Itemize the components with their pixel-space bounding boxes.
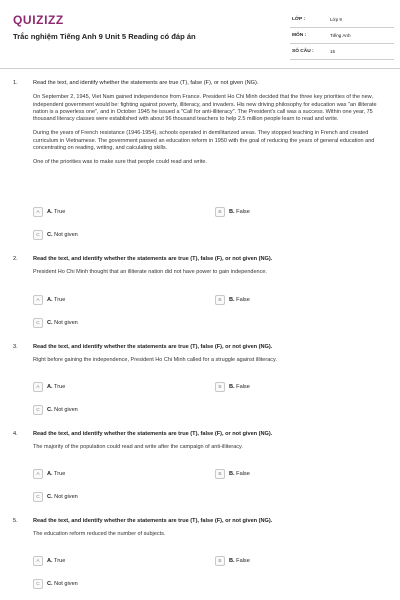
option-label: Not given: [54, 493, 78, 500]
meta-row-question-count: [290, 44, 394, 60]
question-instruction: Read the text, and identify whether the statements are true (T), false (F), or not given (NG).: [33, 80, 259, 86]
option-letter-box: B: [215, 556, 225, 566]
quizizz-logo[interactable]: QUIZIZZ: [13, 13, 64, 27]
meta-value: Tiếng Anh: [328, 28, 394, 44]
option-label: True: [54, 296, 66, 303]
option-letter-box: C: [33, 492, 43, 502]
question-number: 2.: [13, 256, 18, 262]
option-label: False: [236, 383, 250, 390]
option-label: True: [54, 383, 66, 390]
option-letter: C.: [47, 406, 53, 413]
reading-paragraph: During the years of French resistance (1946-1954), schools operated in demilitarized areas. They stopped teaching in French and created curriculum in Vietnamese. The government passed an education reform in 1950 with the goal of reducing the years of general education and concentrating on reading, writing, and calculating skills.: [33, 130, 375, 151]
worksheet-meta-table: [290, 12, 394, 60]
option-letter: B.: [229, 208, 235, 215]
meta-label: LỚP :: [290, 12, 328, 28]
option-label: False: [236, 557, 250, 564]
question-number: 5.: [13, 518, 18, 524]
reading-paragraph: On September 2, 1945, Viet Nam gained independence from France. President Ho Chi Minh decided that the three key priorities of the new, independent government would be: fighting against poverty, illiteracy, and invaders. His new driving philosophy for education was "an illiterate nation is a powerless one", and in October 1945 he issued a "Call for anti-illiteracy". The President's call was a success. Within one year, 75 thousand literacy classes were established with about 96 thousand teachers to help 2.5 million people learn to read and write.: [33, 94, 377, 123]
question-instruction: Read the text, and identify whether the statements are true (T), false (F), or not given (NG).: [33, 344, 273, 350]
meta-label: SỐ CÂU :: [290, 44, 328, 60]
meta-row-subject: [290, 28, 394, 44]
option-letter-box: B: [215, 207, 225, 217]
option-letter: A.: [47, 383, 53, 390]
option-label: Not given: [54, 231, 78, 238]
option-letter: C.: [47, 493, 53, 500]
question-statement: President Ho Chi Minh thought that an illiterate nation did not have power to gain independence.: [33, 269, 267, 276]
question-number: 4.: [13, 431, 18, 437]
question-number: 1.: [13, 80, 18, 86]
option-letter: A.: [47, 208, 53, 215]
option-letter: B.: [229, 296, 235, 303]
meta-label: MÔN :: [290, 28, 328, 44]
header-divider: [0, 68, 400, 69]
option-letter: B.: [229, 383, 235, 390]
option-letter: A.: [47, 557, 53, 564]
worksheet-header: [0, 0, 400, 68]
option-letter-box: A: [33, 295, 43, 305]
question-instruction: Read the text, and identify whether the statements are true (T), false (F), or not given (NG).: [33, 431, 273, 437]
worksheet-title: Trắc nghiệm Tiếng Anh 9 Unit 5 Reading có đáp án: [13, 32, 196, 41]
option-label: False: [236, 296, 250, 303]
option-letter-box: B: [215, 382, 225, 392]
option-label: True: [54, 208, 66, 215]
option-letter: C.: [47, 580, 53, 587]
option-letter: A.: [47, 470, 53, 477]
question-number: 3.: [13, 344, 18, 350]
option-letter: A.: [47, 296, 53, 303]
option-letter-box: B: [215, 295, 225, 305]
meta-value: Lớp 9: [328, 12, 394, 28]
question-statement: One of the priorities was to make sure that people could read and write.: [33, 159, 207, 166]
option-label: True: [54, 470, 66, 477]
option-label: Not given: [54, 406, 78, 413]
option-letter-box: A: [33, 382, 43, 392]
question-statement: The majority of the population could read and write after the campaign of anti-illiteracy.: [33, 444, 243, 451]
option-letter-box: C: [33, 579, 43, 589]
option-label: Not given: [54, 319, 78, 326]
option-label: False: [236, 470, 250, 477]
option-letter: B.: [229, 557, 235, 564]
option-letter-box: C: [33, 230, 43, 240]
option-label: True: [54, 557, 66, 564]
option-letter: C.: [47, 319, 53, 326]
question-instruction: Read the text, and identify whether the statements are true (T), false (F), or not given (NG).: [33, 256, 273, 262]
option-label: Not given: [54, 580, 78, 587]
question-statement: Right before gaining the independence, President Ho Chi Minh called for a struggle against illiteracy.: [33, 357, 277, 364]
meta-row-grade: [290, 12, 394, 28]
meta-value: 15: [328, 44, 394, 60]
option-letter-box: A: [33, 469, 43, 479]
option-letter-box: A: [33, 556, 43, 566]
option-letter-box: C: [33, 318, 43, 328]
question-statement: The education reform reduced the number of subjects.: [33, 531, 166, 538]
option-label: False: [236, 208, 250, 215]
option-letter-box: B: [215, 469, 225, 479]
option-letter: B.: [229, 470, 235, 477]
option-letter: C.: [47, 231, 53, 238]
option-letter-box: A: [33, 207, 43, 217]
option-letter-box: C: [33, 405, 43, 415]
question-instruction: Read the text, and identify whether the statements are true (T), false (F), or not given (NG).: [33, 518, 273, 524]
